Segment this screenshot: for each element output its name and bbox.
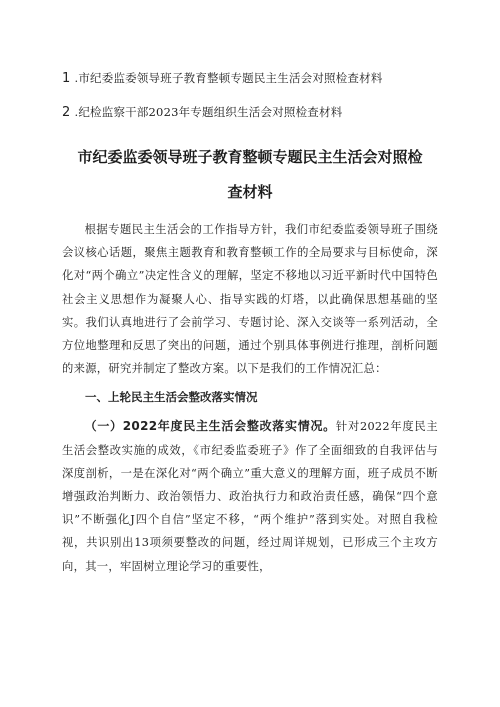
toc-item-text: .市纪委监委领导班子教育整顿专题民主生活会对照检查材料 — [74, 71, 383, 85]
intro-paragraph: 根据专题民主生活会的工作指导方针，我们市纪委监委领导班子围绕会议核心话题，聚焦主题教育和教育整顿工作的全局要求与目标使命，深化对“两个确立”决定性含义的理解，坚定不移地以习近平新时代中国特色社会主义思想作为凝聚人心、指导实践的灯塔，以此确保思想基础的坚实。我们认真地进行了会前学习、专题讨论、深入交谈等一系列活动，全方位地整理和反思了突出的问题，通过个别具体事例进行推理，剖析问题的来源，研究并制定了整改方案。以下是我们的工作情况汇总： — [62, 223, 438, 376]
table-of-contents — [62, 70, 462, 138]
toc-item-number: 1 — [62, 71, 71, 86]
section-heading: 一、上轮民主生活会整改落实情况 — [85, 390, 258, 405]
document-title-line-1: 市纪委监委领导班子教育整顿专题民主生活会对照检 — [77, 148, 423, 166]
toc-item-1[interactable] — [62, 70, 462, 86]
subsection-paragraph — [62, 415, 438, 577]
toc-item-2[interactable] — [62, 104, 462, 120]
toc-item-number: 2 — [62, 105, 71, 120]
toc-item-text: .纪检监察干部2023年专题组织生活会对照检查材料 — [74, 105, 343, 119]
document-body — [62, 218, 438, 578]
subsection-body: 针对2022年度民主生活会整改实施的成效，《市纪委监委班子》作了全面细致的自我评估与深度剖析，一是在深化对“两个确立”重大意义的理解方面，班子成员不断增强政治判断力、政治领悟力、政治执行力和政治责任感，确保“四个意识”不断强化J四个自信”坚定不移，“两个维护”落到实处。对照自我检视，共识别出13项须要整改的问题，经过周详规划，已形成三个主攻方向，其一，牢固树立理论学习的重要性， — [62, 420, 438, 573]
document-title-line-2: 查材料 — [227, 183, 273, 201]
subsection-lead: （一）2022年度民主生活会整改落实情况。 — [84, 419, 336, 434]
